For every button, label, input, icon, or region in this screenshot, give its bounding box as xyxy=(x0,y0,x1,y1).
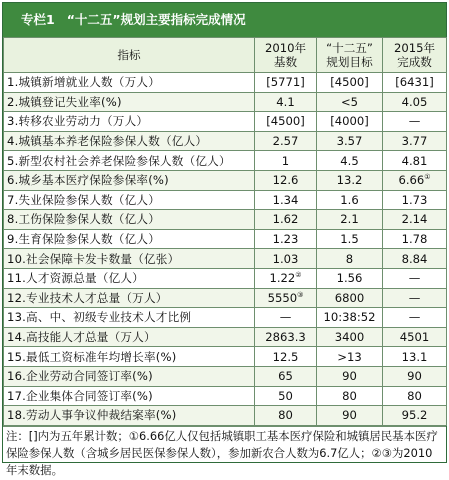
table-body xyxy=(4,73,447,426)
done-2015-value: 4.81 xyxy=(383,151,447,171)
done-2015-value: 8.84 xyxy=(383,249,447,269)
done-2015-value: [6431] xyxy=(383,73,447,93)
base-2010-value: 80 xyxy=(255,406,317,426)
indicator-name: 15.最低工资标准年均增长率(%) xyxy=(4,347,255,367)
base-2010-value: 4.1 xyxy=(255,92,317,112)
target-value: 4.5 xyxy=(317,151,383,171)
target-value: 1.6 xyxy=(317,190,383,210)
table-row xyxy=(4,347,447,367)
footnote-marker: ③ xyxy=(297,290,304,299)
header-target: “十二五” 规划目标 xyxy=(317,38,383,73)
indicator-name: 8.工伤保险参保人数（亿人） xyxy=(4,210,255,230)
done-2015-value: — xyxy=(383,308,447,328)
target-value: 6800 xyxy=(317,288,383,308)
indicator-name: 11.人才资源总量（亿人） xyxy=(4,268,255,288)
base-2010-value: 1.34 xyxy=(255,190,317,210)
table-row xyxy=(4,249,447,269)
table-row xyxy=(4,151,447,171)
table-row xyxy=(4,406,447,426)
table-row xyxy=(4,92,447,112)
target-value: [4000] xyxy=(317,112,383,132)
table-row xyxy=(4,210,447,230)
panel-title-text: “十二五”规划主要指标完成情况 xyxy=(66,12,246,27)
target-value: 1.56 xyxy=(317,268,383,288)
table-row xyxy=(4,288,447,308)
base-2010-value: 2863.3 xyxy=(255,327,317,347)
target-value: 13.2 xyxy=(317,170,383,190)
footnote-marker: ② xyxy=(295,271,302,280)
base-2010-value: 1.62 xyxy=(255,210,317,230)
done-2015-value: 95.2 xyxy=(383,406,447,426)
done-2015-value: 4501 xyxy=(383,327,447,347)
target-value: 90 xyxy=(317,406,383,426)
header-base-2010: 2010年 基数 xyxy=(255,38,317,73)
done-2015-value: — xyxy=(383,268,447,288)
base-2010-value: 2.57 xyxy=(255,131,317,151)
indicator-name: 18.劳动人事争议仲裁结案率(%) xyxy=(4,406,255,426)
table-row xyxy=(4,308,447,328)
table-header-row xyxy=(4,38,447,73)
base-2010-value: [5771] xyxy=(255,73,317,93)
indicator-name: 6.城乡基本医疗保险参保率(%) xyxy=(4,170,255,190)
done-2015-value: 1.73 xyxy=(383,190,447,210)
target-value: 3.57 xyxy=(317,131,383,151)
table-row xyxy=(4,268,447,288)
indicator-name: 1.城镇新增就业人数（万人） xyxy=(4,73,255,93)
table-row xyxy=(4,170,447,190)
target-value: 90 xyxy=(317,366,383,386)
indicator-table xyxy=(3,37,447,426)
done-2015-value: 1.78 xyxy=(383,229,447,249)
done-2015-value: — xyxy=(383,112,447,132)
indicator-name: 12.专业技术人才总量（万人） xyxy=(4,288,255,308)
indicator-name: 4.城镇基本养老保险参保人数（亿人） xyxy=(4,131,255,151)
indicator-name: 13.高、中、初级专业技术人才比例 xyxy=(4,308,255,328)
indicator-name: 16.企业劳动合同签订率(%) xyxy=(4,366,255,386)
done-2015-value: 4.05 xyxy=(383,92,447,112)
done-2015-value: 6.66① xyxy=(383,170,447,190)
header-done-2015: 2015年 完成数 xyxy=(383,38,447,73)
indicator-panel xyxy=(2,2,447,477)
panel-title-prefix: 专栏1 xyxy=(21,12,55,27)
table-row xyxy=(4,366,447,386)
header-indicator: 指标 xyxy=(4,38,255,73)
indicator-name: 14.高技能人才总量（万人） xyxy=(4,327,255,347)
panel-title xyxy=(3,3,446,37)
base-2010-value: 1.03 xyxy=(255,249,317,269)
base-2010-value: 1 xyxy=(255,151,317,171)
target-value: <5 xyxy=(317,92,383,112)
base-2010-value: — xyxy=(255,308,317,328)
table-row xyxy=(4,190,447,210)
base-2010-value: 1.23 xyxy=(255,229,317,249)
base-2010-value: 65 xyxy=(255,366,317,386)
footnote-marker: ① xyxy=(424,173,431,182)
indicator-name: 9.生育保险参保人数（亿人） xyxy=(4,229,255,249)
done-2015-value: — xyxy=(383,288,447,308)
done-2015-value: 80 xyxy=(383,386,447,406)
done-2015-value: 3.77 xyxy=(383,131,447,151)
footnote: 注：[]内为五年累计数；①6.66亿人仅包括城镇职工基本医疗保险和城镇居民基本医疗保险参保人数（含城乡居民医保参保人数），参加新农合人数为6.7亿人；②③为2010年末数据。 xyxy=(3,426,446,480)
target-value: 80 xyxy=(317,386,383,406)
base-2010-value: 12.5 xyxy=(255,347,317,367)
target-value: 2.1 xyxy=(317,210,383,230)
base-2010-value: 50 xyxy=(255,386,317,406)
done-2015-value: 13.1 xyxy=(383,347,447,367)
indicator-name: 7.失业保险参保人数（亿人） xyxy=(4,190,255,210)
table-row xyxy=(4,229,447,249)
indicator-name: 3.转移农业劳动力（万人） xyxy=(4,112,255,132)
done-2015-value: 2.14 xyxy=(383,210,447,230)
base-2010-value: [4500] xyxy=(255,112,317,132)
indicator-name: 5.新型农村社会养老保险参保人数（亿人） xyxy=(4,151,255,171)
indicator-name: 2.城镇登记失业率(%) xyxy=(4,92,255,112)
table-row xyxy=(4,112,447,132)
base-2010-value: 5550③ xyxy=(255,288,317,308)
target-value: 8 xyxy=(317,249,383,269)
target-value: 1.5 xyxy=(317,229,383,249)
target-value: [4500] xyxy=(317,73,383,93)
indicator-name: 10.社会保障卡发卡数量（亿张） xyxy=(4,249,255,269)
target-value: 3400 xyxy=(317,327,383,347)
table-row xyxy=(4,327,447,347)
base-2010-value: 1.22② xyxy=(255,268,317,288)
base-2010-value: 12.6 xyxy=(255,170,317,190)
indicator-name: 17.企业集体合同签订率(%) xyxy=(4,386,255,406)
done-2015-value: 90 xyxy=(383,366,447,386)
table-row xyxy=(4,73,447,93)
target-value: >13 xyxy=(317,347,383,367)
table-row xyxy=(4,386,447,406)
target-value: 10:38:52 xyxy=(317,308,383,328)
table-row xyxy=(4,131,447,151)
